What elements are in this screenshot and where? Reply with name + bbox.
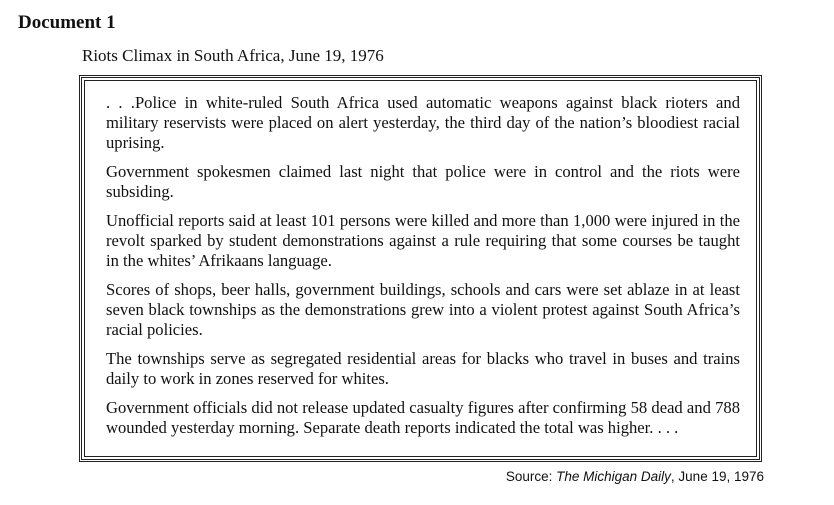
source-prefix: Source: bbox=[505, 469, 557, 484]
excerpt-paragraph-6: Government officials did not release updated casualty figures after confirming 58 dead and 788 wounded yesterday morning. Separate death reports indicated the total was higher. . . . bbox=[106, 398, 740, 437]
document-title: Riots Climax in South Africa, June 19, 1976 bbox=[82, 46, 384, 65]
document-heading: Document 1 bbox=[18, 12, 116, 33]
excerpt-paragraph-3: Unofficial reports said at least 101 persons were killed and more than 1,000 were injured in the revolt sparked by student demonstrations against a rule requiring that some courses be taught in the whites’ Afrikaans language. bbox=[106, 211, 740, 270]
excerpt-body bbox=[84, 80, 757, 457]
excerpt-paragraph-5: The townships serve as segregated residential areas for blacks who travel in buses and trains daily to work in zones reserved for whites. bbox=[106, 349, 740, 388]
excerpt-paragraph-2: Government spokesmen claimed last night that police were in control and the riots were subsiding. bbox=[106, 162, 740, 201]
source-publication: The Michigan Daily bbox=[556, 469, 671, 484]
source-citation bbox=[506, 468, 764, 486]
excerpt-paragraph-1: . . .Police in white-ruled South Africa used automatic weapons against black rioters and military reservists were placed on alert yesterday, the third day of the nation’s bloodiest racial uprising. bbox=[106, 93, 740, 152]
excerpt-box bbox=[79, 75, 762, 462]
source-date: , June 19, 1976 bbox=[670, 469, 764, 484]
excerpt-paragraph-4: Scores of shops, beer halls, government buildings, schools and cars were set ablaze in at least seven black townships as the demonstrations grew into a violent protest against South Africa’s racial policies. bbox=[106, 280, 740, 339]
